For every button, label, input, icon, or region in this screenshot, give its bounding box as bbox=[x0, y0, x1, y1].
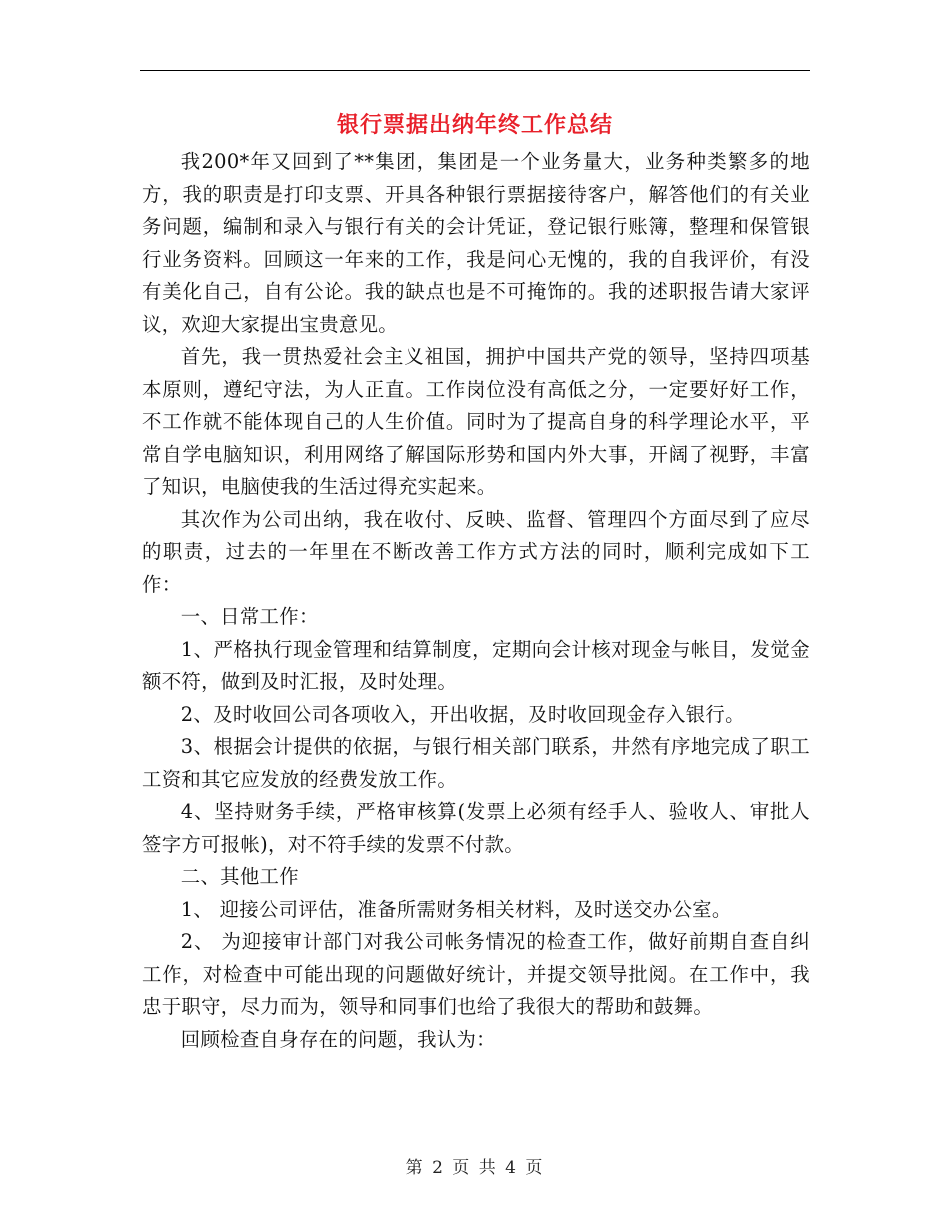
list-item: 2、及时收回公司各项收入，开出收据，及时收回现金存入银行。 bbox=[180, 702, 745, 726]
list-item: 1、 迎接公司评估，准备所需财务相关材料，及时送交办公室。 bbox=[180, 897, 732, 921]
page-number: 第 2 页 共 4 页 bbox=[405, 1158, 545, 1178]
paragraph: 我200*年又回到了**集团，集团是一个业务量大，业务种类繁多的地方，我的职责是打印支票、开具各种银行票据接待客户，解答他们的有关业务问题，编制和录入与银行有关的会计凭证，登记银行账簿，整理和保管银行业务资料。回顾这一年来的工作，我是问心无愧的，我的自我评价，有没有美化自己，自有公论。我的缺点也是不可掩饰的。我的述职报告请大家评议，欢迎大家提出宝贵意见。 bbox=[142, 150, 810, 336]
document-title: 银行票据出纳年终工作总结 bbox=[336, 112, 613, 138]
list-item: 3、根据会计提供的依据，与银行相关部门联系，井然有序地完成了职工工资和其它应发放的经费发放工作。 bbox=[142, 735, 810, 791]
list-item: 1、严格执行现金管理和结算制度，定期向会计核对现金与帐目，发觉金额不符，做到及时汇报，及时处理。 bbox=[142, 637, 810, 693]
document-body bbox=[142, 146, 810, 1056]
list-item: 2、 为迎接审计部门对我公司帐务情况的检查工作，做好前期自查自纠工作，对检查中可能出现的问题做好统计，并提交领导批阅。在工作中，我忠于职守，尽力而为，领导和同事们也给了我很大的帮助和鼓舞。 bbox=[142, 930, 810, 1018]
list-item: 4、坚持财务手续，严格审核算(发票上必须有经手人、验收人、审批人签字方可报帐)，对不符手续的发票不付款。 bbox=[142, 800, 810, 856]
paragraph: 回顾检查自身存在的问题，我认为： bbox=[180, 1027, 496, 1051]
section-heading: 一、日常工作： bbox=[180, 605, 319, 628]
header-rule bbox=[140, 70, 810, 71]
paragraph: 其次作为公司出纳，我在收付、反映、监督、管理四个方面尽到了应尽的职责，过去的一年里在不断改善工作方式方法的同时，顺利完成如下工作： bbox=[142, 507, 810, 596]
paragraph: 首先，我一贯热爱社会主义祖国，拥护中国共产党的领导，坚持四项基本原则，遵纪守法，为人正直。工作岗位没有高低之分，一定要好好工作，不工作就不能体现自己的人生价值。同时为了提高自身的科学理论水平，平常自学电脑知识，利用网络了解国际形势和国内外大事，开阔了视野，丰富了知识，电脑使我的生活过得充实起来。 bbox=[142, 345, 810, 498]
section-heading: 二、其他工作 bbox=[180, 865, 299, 888]
